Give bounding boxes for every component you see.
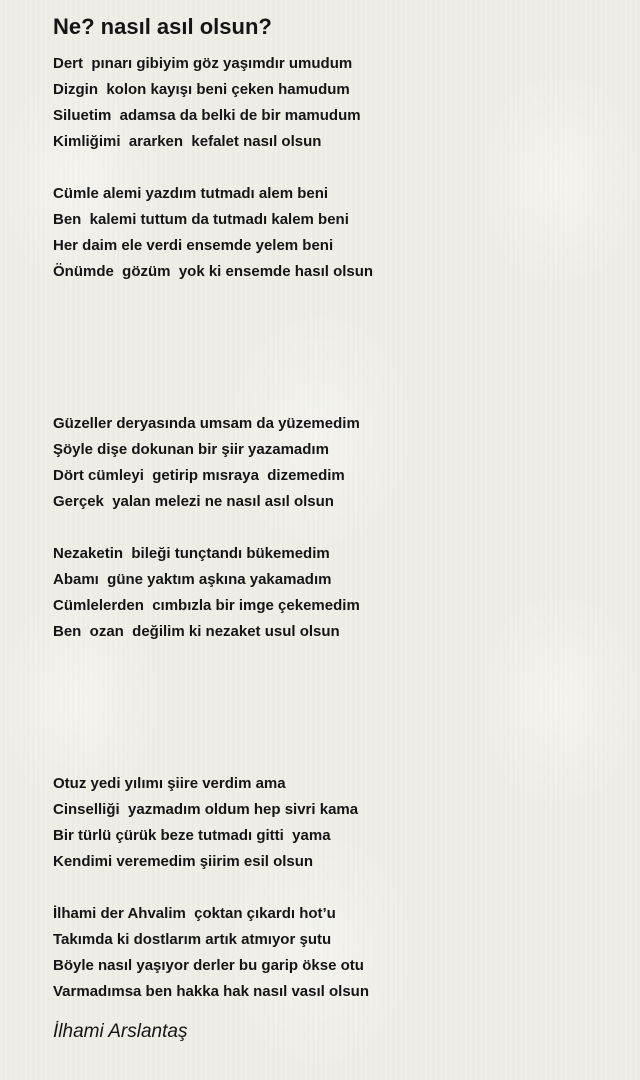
stanza-4 <box>53 541 360 645</box>
poem-line: Abamı güne yaktım aşkına yakamadım <box>53 571 332 588</box>
poem-line: Siluetim adamsa da belki de bir mamudum <box>53 107 361 124</box>
stanza-5 <box>53 771 358 875</box>
stanza-1 <box>53 51 361 155</box>
poem-author: İlhami Arslantaş <box>53 1021 188 1042</box>
stanza-2 <box>53 181 373 285</box>
poem-line: İlhami der Ahvalim çoktan çıkardı hot’u <box>53 905 336 922</box>
poem-line: Takımda ki dostlarım artık atmıyor şutu <box>53 931 332 948</box>
poem-line: Şöyle dişe dokunan bir şiir yazamadım <box>53 441 329 458</box>
poem-line: Nezaketin bileği tunçtandı bükemedim <box>53 545 330 562</box>
poem-line: Varmadımsa ben hakka hak nasıl vasıl olsun <box>53 983 369 1000</box>
poem-line: Cümlelerden cımbızla bir imge çekemedim <box>53 597 360 614</box>
stanza-6 <box>53 901 369 1005</box>
poem-line: Dizgin kolon kayışı beni çeken hamudum <box>53 81 350 98</box>
poem-line: Ben ozan değilim ki nezaket usul olsun <box>53 623 340 640</box>
poem-line: Otuz yedi yılımı şiire verdim ama <box>53 775 286 792</box>
poem-line: Önümde gözüm yok ki ensemde hasıl olsun <box>53 263 374 280</box>
poem-line: Cinselliği yazmadım oldum hep sivri kama <box>53 801 359 818</box>
poem-line: Bir türlü çürük beze tutmadı gitti yama <box>53 827 331 844</box>
poem-line: Güzeller deryasında umsam da yüzemedim <box>53 415 360 432</box>
stanza-3 <box>53 411 360 515</box>
poem-line: Dert pınarı gibiyim göz yaşımdır umudum <box>53 55 353 72</box>
poem-line: Cümle alemi yazdım tutmadı alem beni <box>53 185 329 202</box>
poem-line: Ben kalemi tuttum da tutmadı kalem beni <box>53 211 349 228</box>
poem-line: Dört cümleyi getirip mısraya dizemedim <box>53 467 345 484</box>
poem-line: Gerçek yalan melezi ne nasıl asıl olsun <box>53 493 334 510</box>
poem-line: Kimliğimi ararken kefalet nasıl olsun <box>53 133 322 150</box>
poem-line: Böyle nasıl yaşıyor derler bu garip ökse otu <box>53 957 364 974</box>
poem-line: Kendimi veremedim şiirim esil olsun <box>53 853 314 870</box>
poem-title: Ne? nasıl asıl olsun? <box>53 14 272 39</box>
poem-line: Her daim ele verdi ensemde yelem beni <box>53 237 334 254</box>
